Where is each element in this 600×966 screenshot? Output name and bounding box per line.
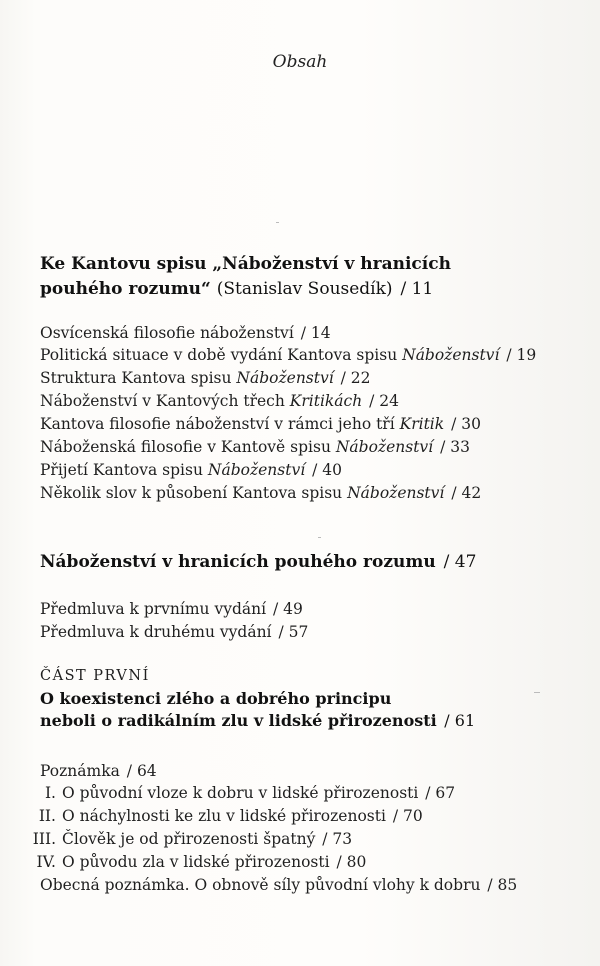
toc-entry-italic: Náboženství [347,484,445,502]
section2-page: / 47 [443,552,477,572]
section2-heading [40,552,476,572]
chapter-page: / 67 [425,784,456,802]
part-title-line2 [40,711,475,730]
toc-entry-page: / 33 [440,438,470,456]
toc-entry [40,461,342,479]
section1-heading-title-end: pouhého rozumu“ [40,279,211,299]
toc-entry-page: / 40 [312,461,342,479]
toc-entry-page: / 64 [126,762,157,780]
section1-author: (Stanislav Sousedík) [216,279,393,299]
chapter-page: / 70 [392,807,423,825]
chapter-text: Člověk je od přirozenosti špatný [62,830,316,848]
chapter-number: II. [38,807,56,825]
chapter-text: O původní vloze k dobru v lidské přirozenosti [62,784,419,802]
chapter-page: / 80 [336,853,367,871]
chapter-entry [22,807,423,825]
toc-entry-italic: Náboženství [335,438,434,456]
toc-entry-text: Obecná poznámka. O obnově síly původní vlohy k dobru [40,876,481,894]
toc-entry-page: / 30 [451,415,481,433]
chapter-page: / 73 [322,830,353,848]
section1-page: / 11 [400,279,434,299]
toc-entry-text: Politická situace v době vydání Kantova spisu [40,346,398,364]
toc-entry-text: Poznámka [40,762,120,780]
part-title-line1: O koexistenci zlého a dobrého principu [40,689,392,708]
toc-entry [40,762,157,780]
toc-entry-page: / 42 [451,484,482,502]
toc-entry [40,324,331,342]
toc-entry [40,415,481,433]
toc-entry-text: Kantova filosofie náboženství v rámci jeho tří [40,415,395,433]
toc-entry-page: / 14 [300,324,331,342]
toc-entry-page: / 22 [340,369,371,387]
part-page: / 61 [444,711,476,730]
toc-entry [40,438,470,456]
toc-entry-italic: Náboženství [207,461,306,479]
toc-entry-page: / 85 [487,876,518,894]
toc-entry-text: Struktura Kantova spisu [40,369,232,387]
chapter-entry [22,853,366,871]
section2-heading-text: Náboženství v hranicích pouhého rozumu [40,552,436,572]
toc-entry-italic: Kritik [399,415,445,433]
chapter-text: O náchylnosti ke zlu v lidské přirozenosti [62,807,386,825]
toc-entry-text: Náboženství v Kantových třech [40,392,285,410]
toc-entry [40,484,481,502]
paper-speck [318,537,321,538]
toc-entry [40,346,536,364]
toc-entry-text: Osvícenská filosofie náboženství [40,324,294,342]
toc-entry-page: / 24 [369,392,400,410]
paper-speck [276,222,279,223]
page-title: Obsah [272,52,328,72]
toc-entry-text: Přijetí Kantova spisu [40,461,203,479]
chapter-entry [22,784,455,802]
chapter-number: III. [32,830,56,848]
toc-entry-italic: Kritikách [289,392,363,410]
paper-speck [534,692,540,693]
toc-entry [40,623,308,641]
chapter-number: IV. [36,853,56,871]
toc-entry-text: Náboženská filosofie v Kantově spisu [40,438,331,456]
toc-entry-page: / 49 [273,600,303,618]
toc-entry-italic: Náboženství [236,369,334,387]
chapter-number: I. [44,784,56,802]
toc-entry-text: Předmluva k prvnímu vydání [40,600,267,618]
section1-heading-line2 [40,279,433,299]
toc-entry [40,369,371,387]
toc-entry [40,876,517,894]
toc-entry-page: / 19 [506,346,537,364]
toc-entry-text: Předmluva k druhému vydání [40,623,272,641]
part-title-line2-text: neboli o radikálním zlu v lidské přirozenosti [40,711,437,730]
toc-entry [40,600,303,618]
toc-entry-text: Několik slov k působení Kantova spisu [40,484,343,502]
part-label: ČÁST PRVNÍ [40,668,150,684]
toc-entry [40,392,399,410]
toc-entry-page: / 57 [278,623,309,641]
chapter-text: O původu zla v lidské přirozenosti [62,853,330,871]
chapter-entry [22,830,352,848]
section1-heading-line1: Ke Kantovu spisu „Náboženství v hranicích [40,254,451,274]
toc-entry-italic: Náboženství [402,346,500,364]
